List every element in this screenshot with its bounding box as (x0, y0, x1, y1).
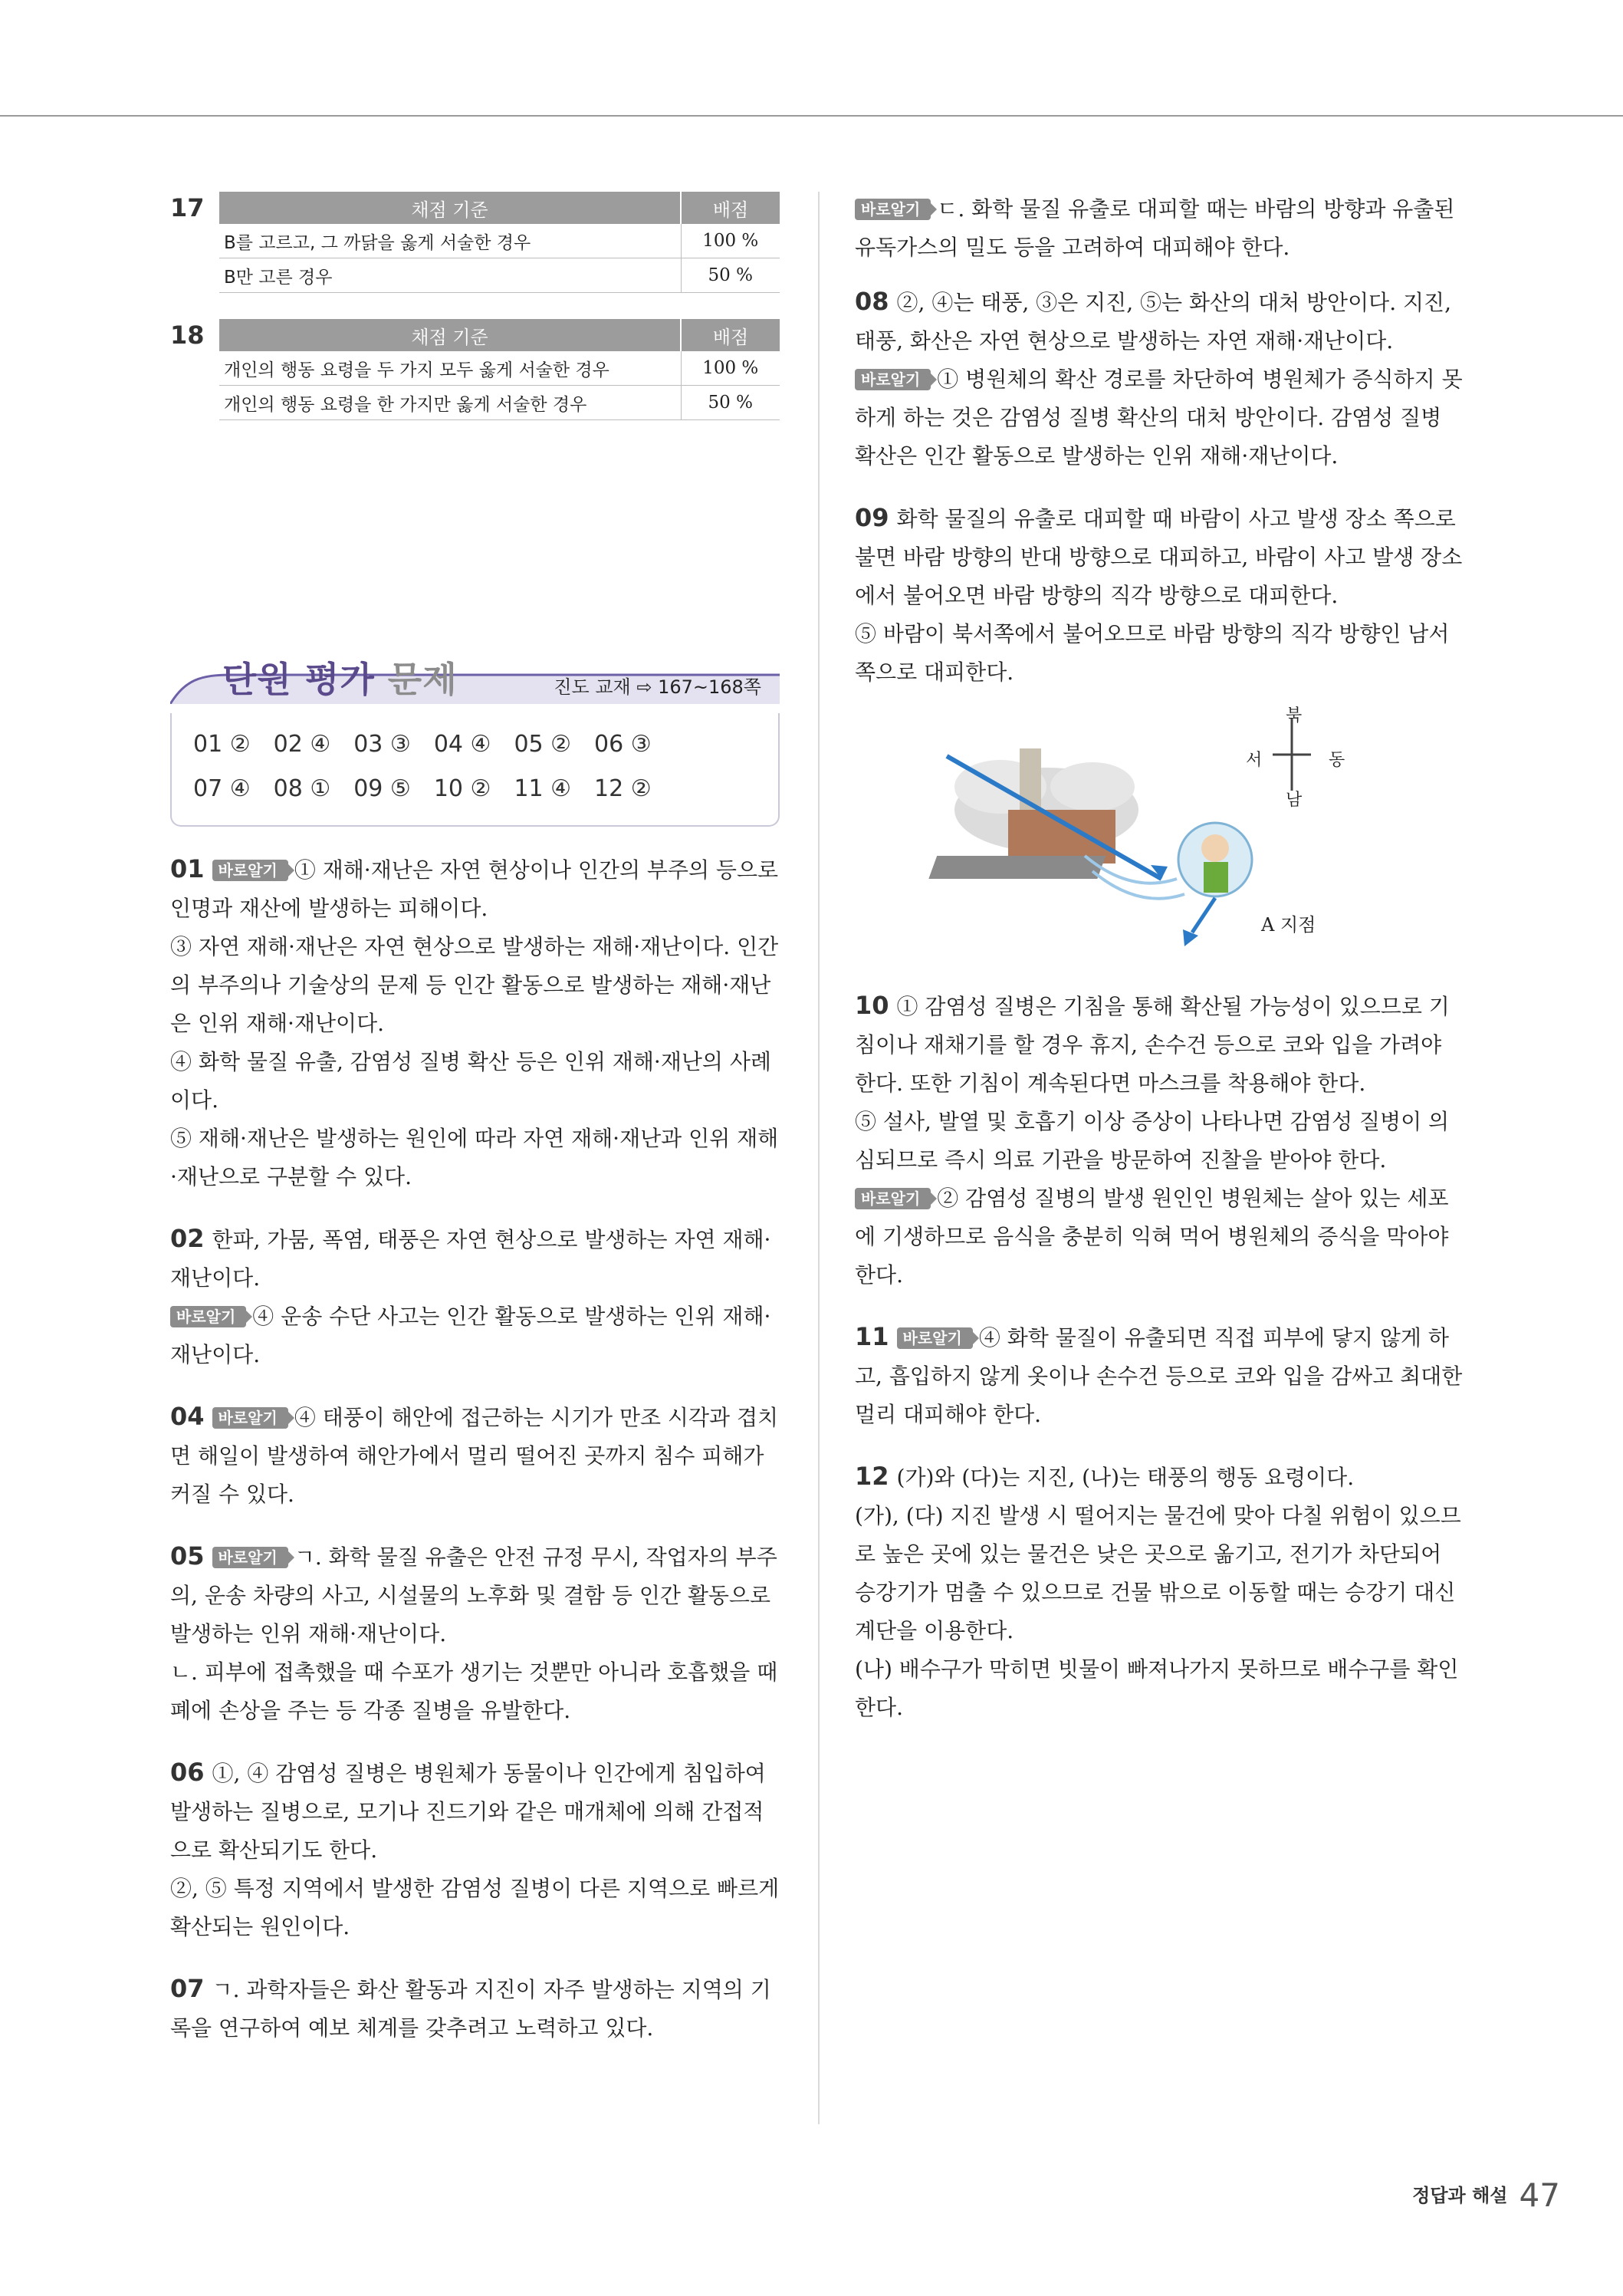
table-row (219, 258, 780, 293)
column-divider (818, 192, 820, 2124)
correction-tag: 바로알기 (855, 1188, 931, 1209)
criteria-cell: B만 고른 경우 (219, 258, 681, 293)
explanation-text: ① 감염성 질병은 기침을 통해 확산될 가능성이 있으므로 기침이나 재채기를 할 경우 휴지, 손수건 등으로 코와 입을 가려야 한다. 또한 기침이 계속된다면 마스크를 착용해야 한다. (855, 994, 1450, 1096)
explanation-text: ㄷ. 화학 물질 유출로 대피할 때는 바람의 방향과 유출된 유독가스의 밀도 등을 고려하여 대피해야 한다. (855, 196, 1455, 260)
point-a-label: A 지점 (1261, 914, 1316, 936)
scoring-table (219, 319, 780, 420)
points-cell: 100 % (681, 351, 780, 386)
explanation-text: ① 병원체의 확산 경로를 차단하여 병원체가 증식하지 못하게 하는 것은 감염성 질병 확산의 대처 방안이다. 감염성 질병 확산은 인간 활동으로 발생하는 인위 재해·재난이다. (855, 367, 1463, 469)
answer-item: 03 ③ (353, 731, 411, 758)
explanation-number: 10 (855, 991, 889, 1020)
correction-tag: 바로알기 (897, 1327, 973, 1349)
criteria-cell: 개인의 행동 요령을 한 가지만 옳게 서술한 경우 (219, 386, 681, 420)
top-rule (0, 115, 1623, 117)
explanation-text: ④ 화학 물질 유출, 감염성 질병 확산 등은 인위 재해·재난의 사례이다. (170, 1049, 771, 1113)
unit-test-header (170, 650, 780, 704)
explanation-text: ④ 운송 수단 사고는 인간 활동으로 발생하는 인위 재해·재난이다. (170, 1304, 771, 1367)
points-cell: 50 % (681, 258, 780, 293)
explanation-07-continued (855, 190, 1468, 267)
explanation-number: 11 (855, 1322, 889, 1351)
answer-item: 07 ④ (193, 775, 251, 802)
explanation-text: 화학 물질의 유출로 대피할 때 바람이 사고 발생 장소 쪽으로 불면 바람 방향의 반대 방향으로 대피하고, 바람이 사고 발생 장소에서 불어오면 바람 방향의 직각 방향으로 대피한다. (855, 506, 1463, 608)
explanation-text: ⑤ 바람이 북서쪽에서 불어오므로 바람 방향의 직각 방향인 남서쪽으로 대피한다. (855, 621, 1450, 685)
correction-tag: 바로알기 (855, 369, 931, 390)
answer-item: 12 ② (594, 775, 652, 802)
evacuation-figure (855, 702, 1468, 963)
correction-tag: 바로알기 (170, 1306, 246, 1327)
explanation-08 (855, 282, 1468, 475)
question-number: 18 (170, 321, 205, 350)
explanation-text: ⑤ 재해·재난은 발생하는 원인에 따라 자연 재해·재난과 인위 재해·재난으로 구분할 수 있다. (170, 1126, 779, 1189)
explanation-text: ㄴ. 피부에 접촉했을 때 수포가 생기는 것뿐만 아니라 호흡했을 때 폐에 손상을 주는 등 각종 질병을 유발한다. (170, 1660, 778, 1723)
compass-north-label: 북 (1286, 706, 1303, 725)
explanation-09 (855, 498, 1468, 692)
explanation-text: ②, ④는 태풍, ③은 지진, ⑤는 화산의 대처 방안이다. 지진, 태풍, 화산은 자연 현상으로 발생하는 자연 재해·재난이다. (855, 290, 1452, 354)
explanation-04 (170, 1397, 780, 1514)
criteria-cell: 개인의 행동 요령을 두 가지 모두 옳게 서술한 경우 (219, 351, 681, 386)
footer-title: 정답과 해설 (1412, 2185, 1508, 2206)
explanation-text: (가)와 (다)는 지진, (나)는 태풍의 행동 요령이다. (896, 1465, 1355, 1490)
compass-west-label: 서 (1246, 751, 1263, 770)
explanation-text: ①, ④ 감염성 질병은 병원체가 동물이나 인간에게 침입하여 발생하는 질병으로, 모기나 진드기와 같은 매개체에 의해 간접적으로 확산되기도 한다. (170, 1761, 766, 1863)
question-number: 17 (170, 193, 205, 222)
explanation-12 (855, 1457, 1468, 1727)
points-header: 배점 (681, 192, 780, 224)
correction-tag: 바로알기 (212, 1407, 288, 1429)
explanation-text: ④ 화학 물질이 유출되면 직접 피부에 닿지 않게 하고, 흡입하지 않게 옷이나 손수건 등으로 코와 입을 감싸고 최대한 멀리 대피해야 한다. (855, 1325, 1463, 1427)
answer-item: 02 ④ (273, 731, 331, 758)
answer-item: 10 ② (433, 775, 491, 802)
left-column (170, 192, 780, 2048)
correction-tag: 바로알기 (212, 1547, 288, 1568)
answer-row (193, 722, 763, 767)
compass-rose (1238, 702, 1345, 817)
explanation-text: ② 감염성 질병의 발생 원인인 병원체는 살아 있는 세포에 기생하므로 음식을 충분히 익혀 먹어 병원체의 증식을 막아야 한다. (855, 1186, 1449, 1288)
chemical-leak-illustration (855, 702, 1468, 963)
compass-east-label: 동 (1329, 751, 1345, 770)
explanation-number: 05 (170, 1541, 205, 1571)
explanation-number: 08 (855, 287, 889, 316)
correction-tag: 바로알기 (212, 860, 288, 881)
scoring-table-17 (170, 192, 780, 293)
explanation-text: 한파, 가뭄, 폭염, 태풍은 자연 현상으로 발생하는 자연 재해·재난이다. (170, 1227, 771, 1291)
criteria-header: 채점 기준 (219, 192, 681, 224)
answer-item: 04 ④ (433, 731, 491, 758)
explanation-number: 02 (170, 1224, 205, 1253)
explanation-05 (170, 1537, 780, 1730)
answer-key-box (170, 713, 780, 827)
points-cell: 50 % (681, 386, 780, 420)
answer-item: 08 ① (273, 775, 331, 802)
unit-title (222, 652, 458, 702)
answer-item: 05 ② (514, 731, 572, 758)
answer-item: 11 ④ (514, 775, 572, 802)
answer-row (193, 767, 763, 811)
explanation-text: ① 재해·재난은 자연 현상이나 인간의 부주의 등으로 인명과 재산에 발생하는 피해이다. (170, 857, 779, 921)
answer-item: 06 ③ (594, 731, 652, 758)
page-number: 47 (1519, 2176, 1560, 2214)
textbook-reference: 진도 교재 ⇨ 167~168쪽 (554, 676, 761, 698)
unit-title-main: 단원 평가 (222, 659, 375, 700)
explanation-02 (170, 1219, 780, 1374)
criteria-header: 채점 기준 (219, 319, 681, 351)
explanation-number: 06 (170, 1758, 205, 1787)
points-cell: 100 % (681, 224, 780, 258)
page-footer (1412, 2176, 1560, 2214)
answer-item: 09 ⑤ (353, 775, 411, 802)
points-header: 배점 (681, 319, 780, 351)
right-column (855, 190, 1468, 1727)
explanation-06 (170, 1753, 780, 1946)
explanation-10 (855, 986, 1468, 1294)
table-row (219, 351, 780, 386)
explanation-text: (나) 배수구가 막히면 빗물이 빠져나가지 못하므로 배수구를 확인한다. (855, 1656, 1459, 1720)
correction-tag: 바로알기 (855, 199, 931, 220)
criteria-cell: B를 고르고, 그 까닭을 옳게 서술한 경우 (219, 224, 681, 258)
explanation-text: ㄱ. 화학 물질 유출은 안전 규정 무시, 작업자의 부주의, 운송 차량의 사고, 시설물의 노후화 및 결함 등 인간 활동으로 발생하는 인위 재해·재난이다. (170, 1544, 777, 1646)
explanation-text: ④ 태풍이 해안에 접근하는 시기가 만조 시각과 겹치면 해일이 발생하여 해안가에서 멀리 떨어진 곳까지 침수 피해가 커질 수 있다. (170, 1405, 779, 1507)
table-row (219, 386, 780, 420)
answer-item: 01 ② (193, 731, 251, 758)
explanation-number: 04 (170, 1402, 205, 1431)
explanation-text: ⑤ 설사, 발열 및 호흡기 이상 증상이 나타나면 감염성 질병이 의심되므로 즉시 의료 기관을 방문하여 진찰을 받아야 한다. (855, 1109, 1450, 1173)
explanation-number: 12 (855, 1462, 889, 1491)
table-row (219, 224, 780, 258)
explanation-text: (가), (다) 지진 발생 시 떨어지는 물건에 맞아 다칠 위험이 있으므로 높은 곳에 있는 물건은 낮은 곳으로 옮기고, 전기가 차단되어 승강기가 멈출 수 있으므로 건물 밖으로 이동할 때는 승강기 대신 계단을 이용한다. (855, 1503, 1461, 1643)
compass-south-label: 남 (1286, 791, 1303, 810)
explanation-number: 07 (170, 1974, 205, 2003)
explanation-01 (170, 850, 780, 1196)
explanation-text: ③ 자연 재해·재난은 자연 현상으로 발생하는 재해·재난이다. 인간의 부주의나 기술상의 문제 등 인간 활동으로 발생하는 재해·재난은 인위 재해·재난이다. (170, 934, 779, 1036)
unit-title-sub: 문제 (387, 659, 458, 700)
explanation-number: 01 (170, 854, 205, 883)
explanation-text: ㄱ. 과학자들은 화산 활동과 지진이 자주 발생하는 지역의 기록을 연구하여 예보 체계를 갖추려고 노력하고 있다. (170, 1977, 771, 2041)
explanation-07 (170, 1969, 780, 2048)
explanation-11 (855, 1317, 1468, 1434)
scoring-table-18 (170, 319, 780, 420)
scoring-table (219, 192, 780, 293)
explanation-text: ②, ⑤ 특정 지역에서 발생한 감염성 질병이 다른 지역으로 빠르게 확산되는 원인이다. (170, 1876, 780, 1939)
explanation-number: 09 (855, 503, 889, 532)
